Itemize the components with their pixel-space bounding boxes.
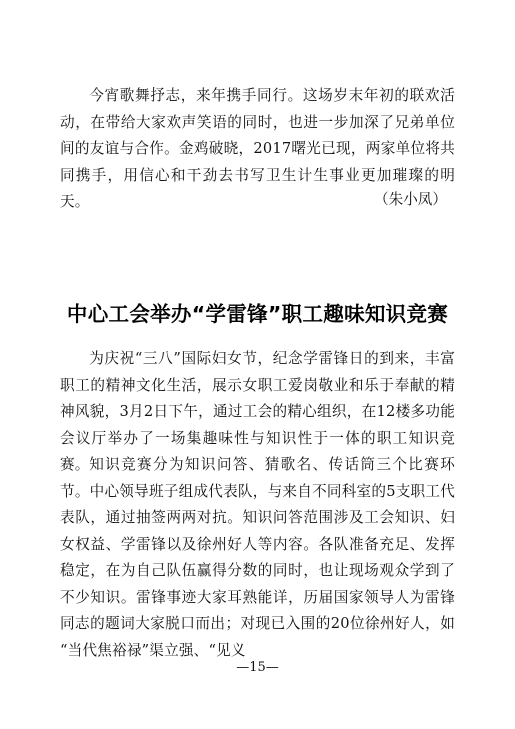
author-byline: （朱小凤）: [374, 191, 447, 208]
article-headline: 中心工会举办“学雷锋”职工趣味知识竞赛: [66, 302, 449, 326]
article-paragraph-2: 知识竞赛分为知识问答、猜歌名、传话筒三个比赛环节。中心领导班子组成代表队，与来自不同科室的5支职工代表队，通过抽签两两对抗。知识问答范围涉及工会知识、妇女权益、学雷锋以及徐州好人等内容。各队准备充足、发挥稳定，在为自己队伍赢得分数的同时，也让现场观众学到了不少知识。雷锋事迹大家耳熟能详，历届国家领导人为雷锋同志的题词大家脱口而出；对现已入围的20位徐州好人，如 “当代焦裕禄”渠立强、“见义: [60, 456, 455, 659]
page-number: —15—: [236, 660, 279, 675]
article-closing-paragraph: 今宵歌舞抒志，来年携手同行。这场岁末年初的联欢活动，在带给大家欢声笑语的同时，也进一步加深了兄弟单位间的友谊与合作。金鸡破晓，2017曙光已现，两家单位将共同携手，用信心和干劲去书写卫生计生事业更加璀璨的明天。: [60, 87, 455, 210]
article-paragraph-1: 为庆祝“三八”国际妇女节，纪念学雷锋日的到来，丰富职工的精神文化生活，展示女职工爱岗敬业和乐于奉献的精神风貌，3月2日下午，通过工会的精心组织，在12楼多功能会议厅举办了一场集趣味性与知识性于一体的职工知识竞赛。: [60, 350, 455, 473]
